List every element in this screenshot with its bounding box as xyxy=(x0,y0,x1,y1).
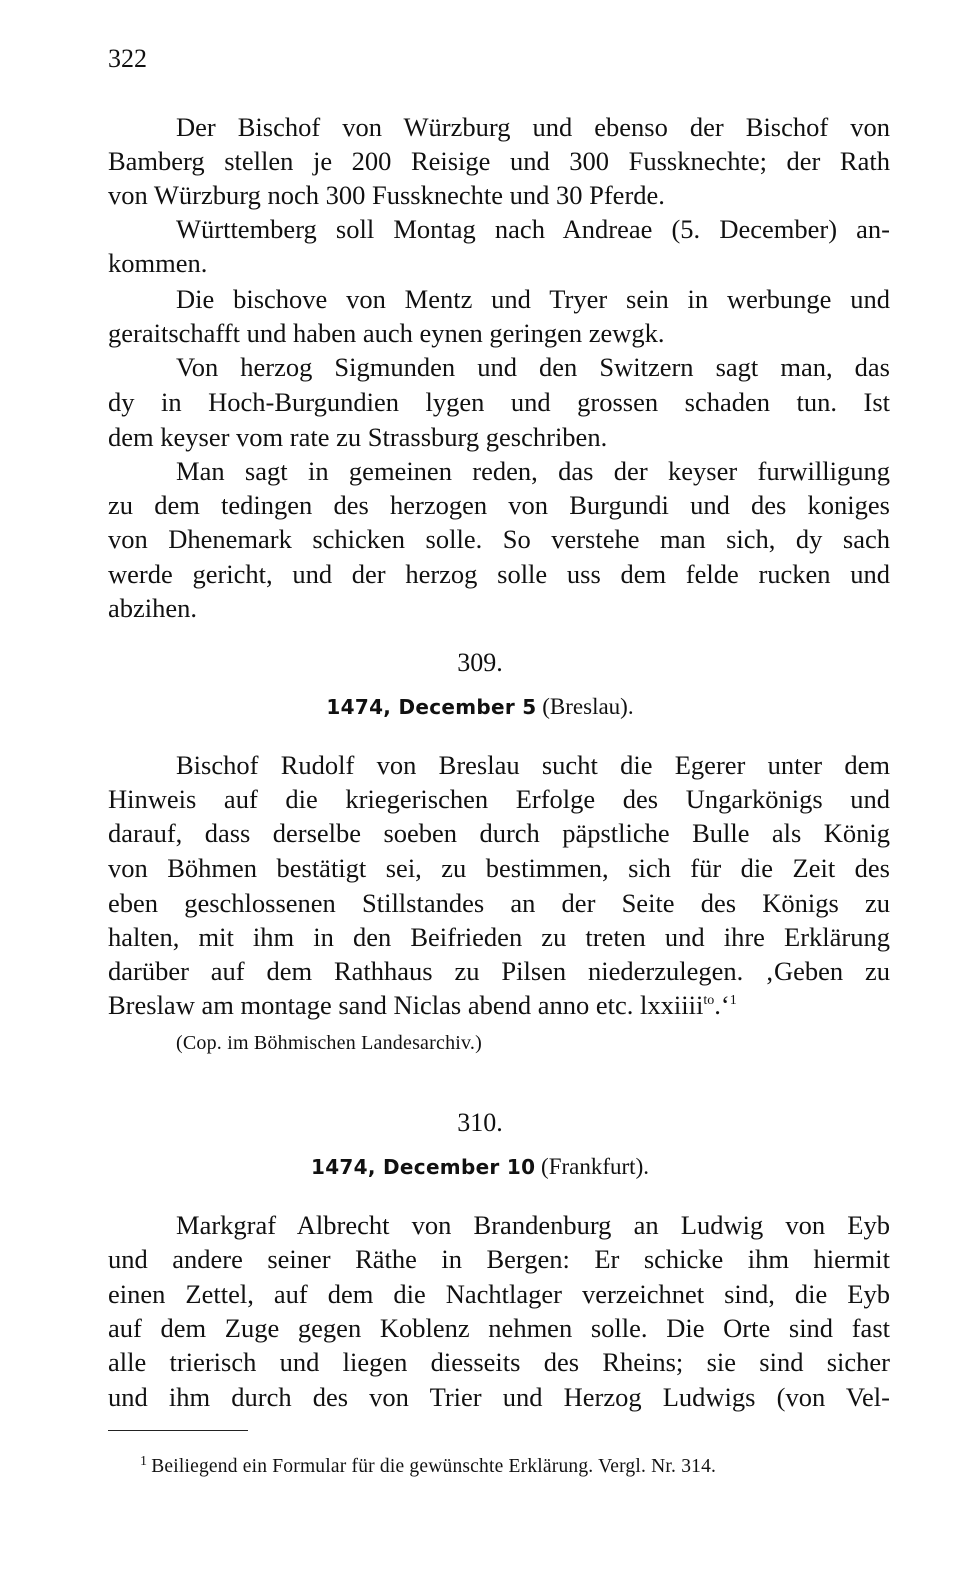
body-line: dy in Hoch-Burgundien lygen und grossen schaden tun. Ist xyxy=(108,387,890,417)
body-line: geraitschafft und haben auch eynen geringen zewgk. xyxy=(108,318,665,348)
body-line: halten, mit ihm in den Beifrieden zu treten und ihre Erklärung xyxy=(108,922,890,952)
body-line: und andere seiner Räthe in Bergen: Er schicke ihm hiermit xyxy=(108,1244,890,1274)
footnote-reference: 1 xyxy=(729,993,737,1009)
body-line: auf dem Zuge gegen Koblenz nehmen solle. Die Orte sind fast xyxy=(108,1313,890,1343)
body-line: kommen. xyxy=(108,248,208,278)
page-number: 322 xyxy=(108,44,147,73)
closing-quote: .‘ xyxy=(714,990,730,1020)
entry-place: (Breslau). xyxy=(542,694,634,719)
body-line: von Böhmen bestätigt sei, zu bestimmen, sich für die Zeit des xyxy=(108,853,890,883)
body-line: Markgraf Albrecht von Brandenburg an Ludwig von Eyb xyxy=(176,1210,890,1240)
body-line: dem keyser vom rate zu Strassburg geschriben. xyxy=(108,422,608,452)
entry-date: 1474, December 10 xyxy=(311,1155,536,1179)
body-line: einen Zettel, auf dem die Nachtlager verzeichnet sind, die Eyb xyxy=(108,1279,890,1309)
footnote-divider xyxy=(108,1430,248,1431)
body-line: Die bischove von Mentz und Tryer sein in werbunge und xyxy=(176,284,890,314)
body-line: abzihen. xyxy=(108,593,198,623)
body-line: Der Bischof von Würzburg und ebenso der Bischof von xyxy=(176,112,890,142)
body-line: zu dem tedingen des herzogen von Burgundi und des koniges xyxy=(108,490,890,520)
body-line: und ihm durch des von Trier und Herzog Ludwigs (von Vel- xyxy=(108,1382,890,1412)
body-line: werde gericht, und der herzog solle uss dem felde rucken und xyxy=(108,559,890,589)
entry-heading xyxy=(0,694,960,720)
body-line: Hinweis auf die kriegerischen Erfolge des Ungarkönigs und xyxy=(108,784,890,814)
entry-number: 309. xyxy=(457,648,503,677)
body-line xyxy=(108,988,890,1022)
body-line: von Würzburg noch 300 Fussknechte und 30 Pferde. xyxy=(108,180,665,210)
body-line: eben geschlossenen Stillstandes an der Seite des Königs zu xyxy=(108,888,890,918)
line-text: Breslaw am montage sand Niclas abend anno etc. lxxiiii xyxy=(108,990,704,1020)
entry-heading xyxy=(0,1154,960,1180)
entry-number: 310. xyxy=(457,1108,503,1137)
entry-place: (Frankfurt). xyxy=(541,1154,649,1179)
superscript: to xyxy=(703,993,715,1009)
body-line: Man sagt in gemeinen reden, das der keyser furwilligung xyxy=(176,456,890,486)
body-line: Von herzog Sigmunden und den Switzern sagt man, das xyxy=(176,352,890,382)
body-line: Bischof Rudolf von Breslau sucht die Egerer unter dem xyxy=(176,750,890,780)
body-line: darauf, dass derselbe soeben durch päpstliche Bulle als König xyxy=(108,818,890,848)
footnote xyxy=(140,1453,717,1478)
source-note: (Cop. im Böhmischen Landesarchiv.) xyxy=(176,1032,482,1054)
body-line: alle trierisch und liegen diesseits des Rheins; sie sind sicher xyxy=(108,1347,890,1377)
body-line: Bamberg stellen je 200 Reisige und 300 Fussknechte; der Rath xyxy=(108,146,890,176)
body-line: von Dhenemark schicken solle. So verstehe man sich, dy sach xyxy=(108,524,890,554)
body-line: Württemberg soll Montag nach Andreae (5. December) an- xyxy=(176,214,890,244)
body-line: darüber auf dem Rathhaus zu Pilsen niederzulegen. ‚Geben zu xyxy=(108,956,890,986)
footnote-text: Beiliegend ein Formular für die gewünschte Erklärung. Vergl. Nr. 314. xyxy=(151,1456,717,1477)
entry-date: 1474, December 5 xyxy=(326,695,537,719)
footnote-mark: 1 xyxy=(140,1453,148,1469)
